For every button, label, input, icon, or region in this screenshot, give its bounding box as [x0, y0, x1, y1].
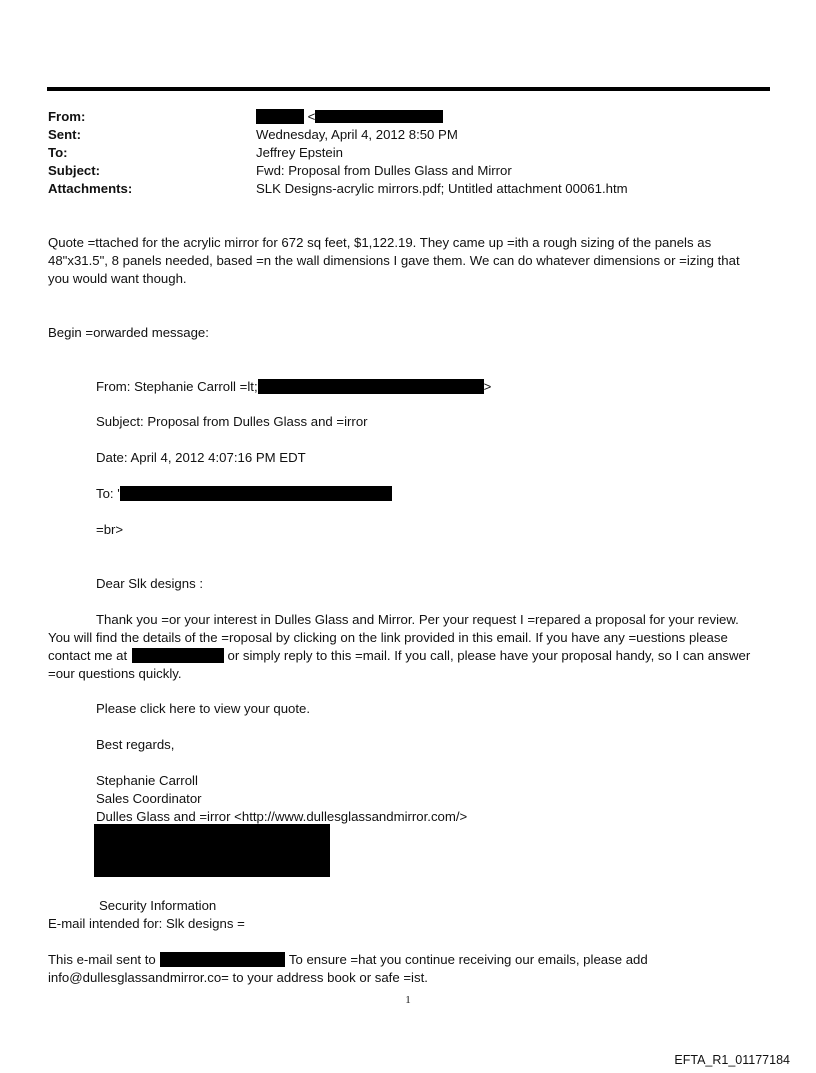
redaction-block [94, 824, 330, 877]
sent-to-prefix: This e-mail sent to [48, 952, 156, 967]
sent-value: Wednesday, April 4, 2012 8:50 PM [256, 127, 458, 142]
sent-label: Sent: [48, 127, 81, 142]
forwarded-to [96, 485, 816, 503]
body-line: =our questions quickly. [48, 666, 182, 681]
redaction-block [256, 109, 304, 124]
body-line-contact [48, 647, 768, 665]
body-line: Quote =ttached for the acrylic mirror for 672 sq feet, $1,122.19. They came up =ith a rough sizing of the panels as [48, 235, 712, 250]
view-quote-link-text: Please click here to view your quote. [96, 701, 311, 716]
to-label: To: [48, 145, 68, 160]
document-id: EFTA_R1_01177184 [674, 1053, 790, 1067]
intended-for: E-mail intended for: Slk designs = [48, 916, 245, 931]
redaction-block [258, 379, 484, 394]
best-regards: Best regards, [96, 737, 175, 752]
signature-name: Stephanie Carroll [96, 773, 198, 788]
begin-forwarded: Begin =orwarded message: [48, 325, 209, 340]
sent-to-suffix: To ensure =hat you continue receiving our emails, please add [288, 952, 648, 967]
sent-to-paragraph [48, 951, 768, 987]
body-line: Thank you =or your interest in Dulles Glass and Mirror. Per your request I =repared a proposal for your review. [96, 612, 739, 627]
redaction-block [160, 952, 285, 967]
body-line: You will find the details of the =roposal by clicking on the link provided in this email. If you have any =uestions please [48, 630, 728, 645]
forwarded-to-text: To: ' [96, 486, 120, 501]
subject-value: Fwd: Proposal from Dulles Glass and Mirror [256, 163, 512, 178]
body-paragraph-1 [48, 234, 768, 288]
from-label: From: [48, 109, 86, 124]
body-paragraph-2 [48, 611, 768, 683]
to-value: Jeffrey Epstein [256, 145, 343, 160]
attachments-value: SLK Designs-acrylic mirrors.pdf; Untitled attachment 00061.htm [256, 181, 628, 196]
redaction-block [120, 486, 392, 501]
body-line: you would want though. [48, 271, 187, 286]
contact-suffix: or simply reply to this =mail. If you call, please have your proposal handy, so I can answer [227, 648, 751, 663]
body-line: info@dullesglassandmirror.co= to your address book or safe =ist. [48, 970, 428, 985]
forwarded-from-end: > [483, 379, 492, 394]
forwarded-subject: Subject: Proposal from Dulles Glass and =irror [96, 414, 368, 429]
subject-label: Subject: [48, 163, 101, 178]
attachments-label: Attachments: [48, 181, 133, 196]
from-lt: < [307, 109, 316, 124]
signature [96, 772, 816, 826]
br-artifact: =br> [96, 522, 124, 537]
signature-title: Sales Coordinator [96, 791, 202, 806]
redaction-block [315, 110, 443, 123]
body-line-sent-to [48, 951, 768, 969]
forwarded-from-text: From: Stephanie Carroll =lt; [96, 379, 258, 394]
body-line: 48"x31.5", 8 panels needed, based =n the wall dimensions I gave them. We can do whatever dimensions or =izing that [48, 253, 740, 268]
contact-prefix: contact me at [48, 648, 128, 663]
security-information: Security Information [99, 898, 217, 913]
signature-company: Dulles Glass and =irror <http://www.dullesglassandmirror.com/> [96, 809, 468, 824]
header-rule [47, 87, 770, 91]
redaction-block [132, 648, 224, 663]
forwarded-date: Date: April 4, 2012 4:07:16 PM EDT [96, 450, 306, 465]
from-value [256, 108, 443, 126]
page-number: 1 [405, 994, 411, 1006]
greeting: Dear Slk designs : [96, 576, 204, 591]
forwarded-from [96, 378, 816, 396]
